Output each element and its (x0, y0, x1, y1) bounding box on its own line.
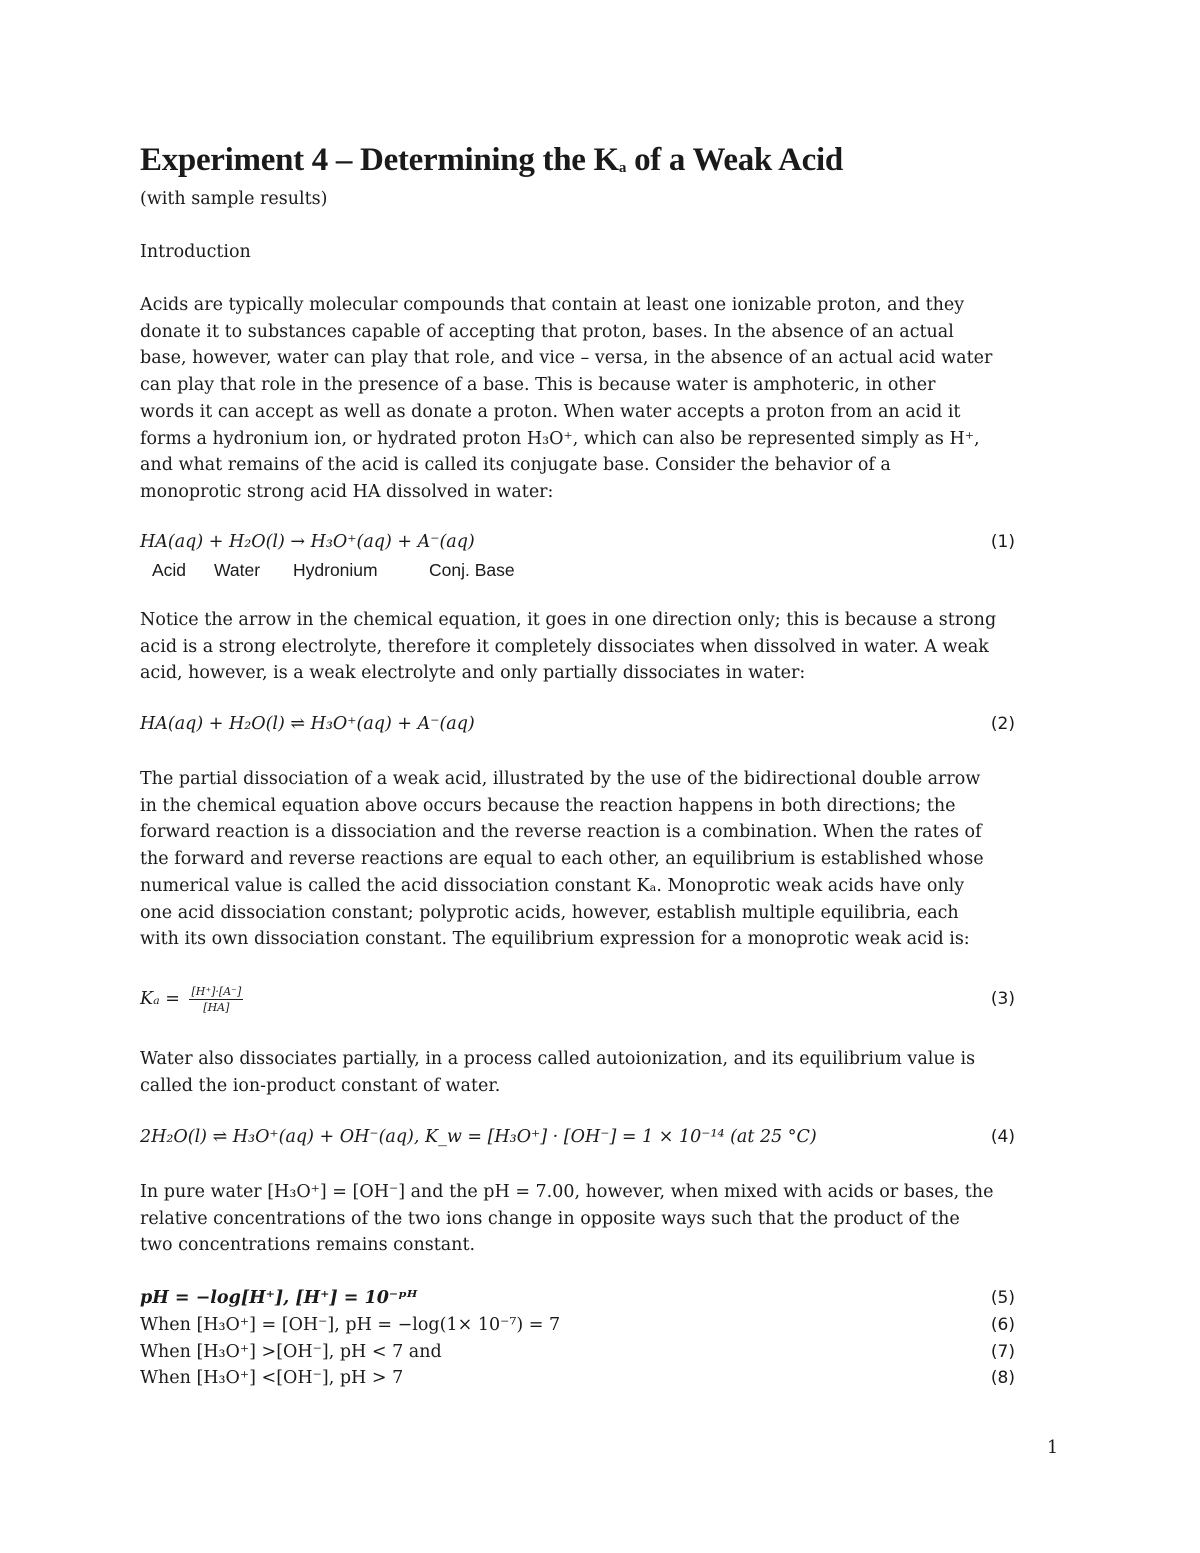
text-line: forward reaction is a dissociation and the reverse reaction is a combination. When the rates of (140, 822, 982, 843)
text-line: forms a hydronium ion, or hydrated proton H₃O⁺, which can also be represented simply as H⁺, (140, 428, 980, 449)
equation-number: (8) (990, 1368, 1015, 1388)
fraction-numerator: [H⁺]·[A⁻] (191, 985, 242, 998)
label-conj-base: Conj. Base (429, 560, 515, 580)
title-prefix: Experiment 4 – Determining the K (140, 142, 619, 178)
equation-expression: When [H₃O⁺] = [OH⁻], pH = −log(1× 10⁻⁷) = 7 (140, 1315, 561, 1335)
equation-1-labels (152, 560, 515, 581)
text-line: called the ion-product constant of water. (140, 1075, 501, 1096)
fraction (189, 985, 243, 1014)
equation-4 (140, 1127, 1015, 1154)
equation-expression: HA(aq) + H₂O(l) → H₃O⁺(aq) + A⁻(aq) (140, 532, 475, 552)
page-number: 1 (1047, 1438, 1059, 1458)
paragraph-5 (140, 1179, 1070, 1259)
text-line: monoprotic strong acid HA dissolved in water: (140, 481, 554, 502)
text-line: and what remains of the acid is called its conjugate base. Consider the behavior of a (140, 455, 891, 476)
label-acid: Acid (152, 560, 187, 580)
equation-number: (2) (990, 714, 1015, 734)
equation-7 (140, 1342, 1015, 1369)
text-line: with its own dissociation constant. The equilibrium expression for a monoprotic weak acid is: (140, 929, 970, 950)
equation-lhs: Kₐ = (140, 989, 180, 1009)
equation-8 (140, 1368, 1015, 1395)
text-line: The partial dissociation of a weak acid, illustrated by the use of the bidirectional double arrow (140, 769, 981, 789)
text-line: acid is a strong electrolyte, therefore it completely dissociates when dissolved in water. A weak (140, 636, 989, 657)
paragraph-2 (140, 607, 1070, 687)
label-water: Water (214, 560, 261, 580)
equation-1 (140, 532, 1015, 559)
equation-expression: pH = −log[H⁺], [H⁺] = 10⁻ᵖᴴ (140, 1288, 418, 1308)
equation-number: (7) (990, 1342, 1015, 1362)
paragraph-3 (140, 766, 1070, 953)
text-line: acid, however, is a weak electrolyte and only partially dissociates in water: (140, 663, 806, 684)
paragraph-4 (140, 1046, 1070, 1099)
text-line: numerical value is called the acid dissociation constant Kₐ. Monoprotic weak acids have only (140, 875, 965, 896)
text-line: base, however, water can play that role, and vice – versa, in the absence of an actual acid water (140, 348, 993, 369)
intro-heading: Introduction (140, 242, 251, 262)
equation-expression: HA(aq) + H₂O(l) ⇌ H₃O⁺(aq) + A⁻(aq) (140, 714, 475, 734)
paragraph-1 (140, 292, 1070, 506)
equation-expression: When [H₃O⁺] >[OH⁻], pH < 7 and (140, 1342, 442, 1362)
equation-3 (140, 985, 1015, 1021)
equation-number: (1) (990, 532, 1015, 552)
title-subscript: a (618, 160, 627, 176)
page-title (140, 142, 843, 179)
text-line: the forward and reverse reactions are equal to each other, an equilibrium is established whose (140, 849, 984, 870)
label-hydronium: Hydronium (293, 560, 378, 580)
equation-number: (4) (990, 1127, 1015, 1147)
text-line: In pure water [H₃O⁺] = [OH⁻] and the pH = 7.00, however, when mixed with acids or bases, the (140, 1182, 994, 1202)
equation-expression: 2H₂O(l) ⇌ H₃O⁺(aq) + OH⁻(aq), K_w = [H₃O⁺] · [OH⁻] = 1 × 10⁻¹⁴ (at 25 °C) (140, 1127, 817, 1147)
text-line: Notice the arrow in the chemical equation, it goes in one direction only; this is because a strong (140, 610, 997, 630)
text-line: Water also dissociates partially, in a process called autoionization, and its equilibrium value is (140, 1049, 976, 1069)
equation-6 (140, 1315, 1015, 1342)
title-suffix: of a Weak Acid (626, 142, 843, 178)
equation-expression (140, 985, 243, 1014)
equation-5 (140, 1288, 1015, 1315)
text-line: Acids are typically molecular compounds that contain at least one ionizable proton, and they (140, 295, 965, 315)
text-line: in the chemical equation above occurs because the reaction happens in both directions; the (140, 795, 956, 816)
text-line: words it can accept as well as donate a proton. When water accepts a proton from an acid it (140, 401, 961, 422)
text-line: relative concentrations of the two ions change in opposite ways such that the product of the (140, 1208, 960, 1229)
text-line: can play that role in the presence of a base. This is because water is amphoteric, in other (140, 375, 936, 396)
equation-number: (3) (990, 989, 1015, 1009)
text-line: two concentrations remains constant. (140, 1235, 476, 1256)
equation-number: (6) (990, 1315, 1015, 1335)
equation-number: (5) (990, 1288, 1015, 1308)
equation-2 (140, 714, 1015, 741)
text-line: one acid dissociation constant; polyprotic acids, however, establish multiple equilibria, each (140, 902, 959, 923)
text-line: donate it to substances capable of accepting that proton, bases. In the absence of an actual (140, 321, 954, 342)
subtitle: (with sample results) (140, 189, 328, 209)
equation-expression: When [H₃O⁺] <[OH⁻], pH > 7 (140, 1368, 404, 1388)
fraction-denominator: [HA] (203, 1001, 230, 1014)
